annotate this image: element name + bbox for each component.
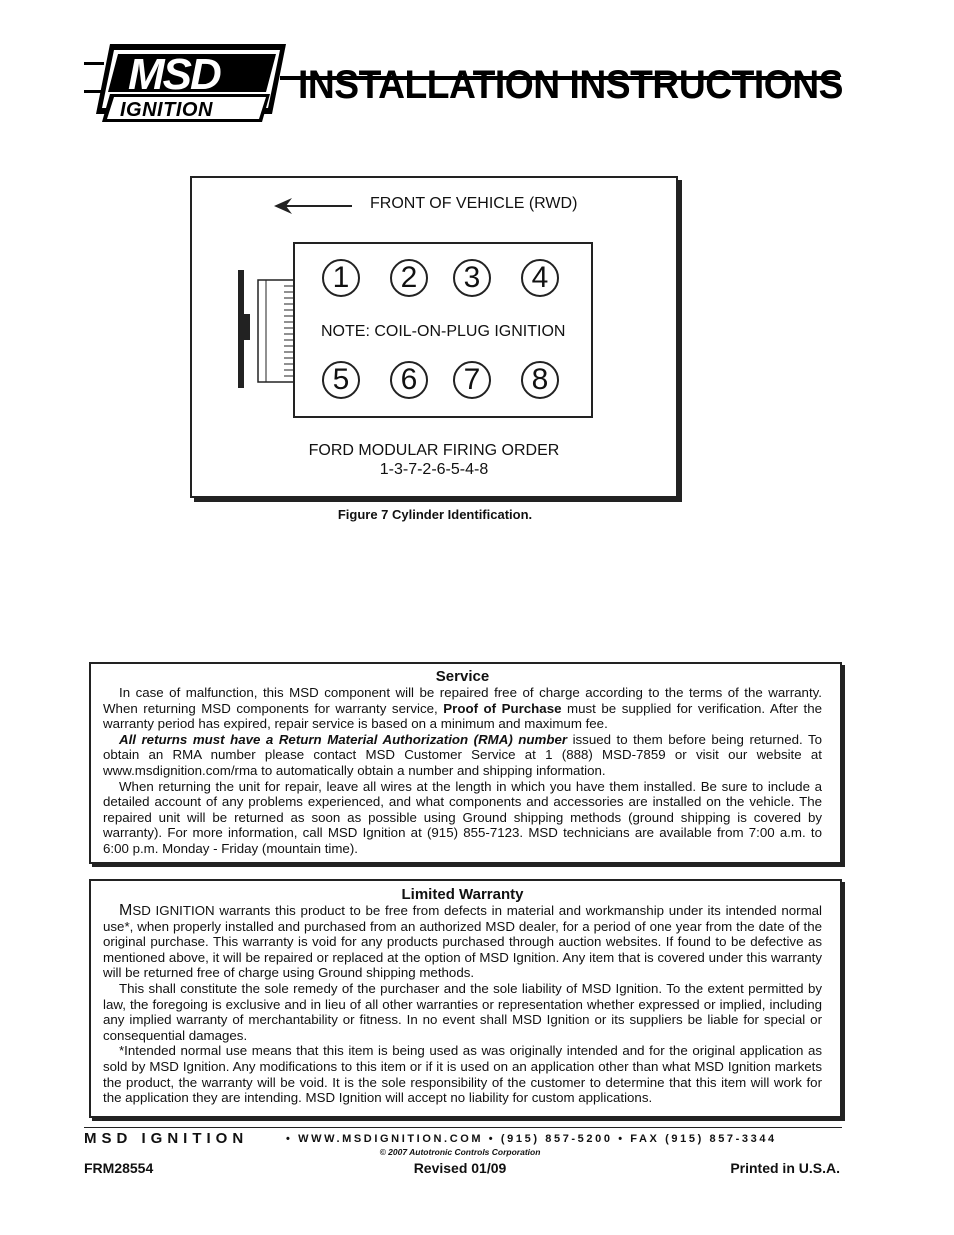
warranty-paragraph-1: MSD IGNITION warrants this product to be free from defects in material and workmanship under its intended normal use*, when properly installed and purchased from an authorized MSD dealer, for a period of one year from the date of the original purchase. This warranty is void for any products purchased through auction websites. If found to be defective as mentioned above, it will be repaired or replaced at the option of MSD Ignition. Any item that is covered under this warranty will be returned free of charge using Ground shipping methods. xyxy=(103,902,822,981)
footer-copyright: © 2007 Autotronic Controls Corporation xyxy=(379,1147,541,1157)
service-paragraph-3: When returning the unit for repair, leave all wires at the length in which you have them installed. Be sure to include a detailed account of any problems experienced, and what components and accessories are installed on the vehicle. The repaired unit will be returned as soon as possible using Ground shipping methods (ground shipping is covered by warranty). For more information, call MSD Ignition at (915) 855-7123. MSD technicians are available from 7:00 a.m. to 6:00 p.m. Monday - Friday (mountain time). xyxy=(103,778,822,856)
service-heading: Service xyxy=(435,668,490,685)
figure-caption: Figure 7 Cylinder Identification. xyxy=(337,507,533,522)
warranty-heading: Limited Warranty xyxy=(401,886,524,903)
pulley-icon xyxy=(238,270,294,392)
service-paragraph-2: All returns must have a Return Material Authorization (RMA) number issued to them before being returned. To obtain an RMA number please contact MSD Customer Service at 1 (888) MSD-7859 or visit our website at www.msdignition.com/rma to automatically obtain a number and shipping information. xyxy=(103,731,822,778)
coil-on-plug-note: NOTE: COIL-ON-PLUG IGNITION xyxy=(321,323,566,340)
engine-block xyxy=(293,242,593,418)
footer-contact: • WWW.MSDIGNITION.COM • (915) 857-5200 • FAX (915) 857-3344 xyxy=(286,1133,777,1145)
warranty-paragraph-2: This shall constitute the sole remedy of the purchaser and the sole liability of MSD Ignition. To the extent permitted by law, the foregoing is exclusive and in lieu of all other warranties or representation whether expressed or implied, including any implied warranty of merchantability or fitness. In no event shall MSD Ignition or its suppliers be liable for special or consequential damages. xyxy=(103,980,822,1043)
revision-date: Revised 01/09 xyxy=(413,1160,507,1176)
cylinder-2: 2 xyxy=(390,259,428,297)
limited-warranty-section xyxy=(89,879,842,1118)
proof-of-purchase-text: Proof of Purchase xyxy=(443,700,562,716)
footer-brand: MSD IGNITION xyxy=(84,1130,249,1147)
form-number: FRM28554 xyxy=(84,1160,154,1176)
rma-notice-text: All returns must have a Return Material Authorization (RMA) number xyxy=(119,731,568,747)
cylinder-diagram xyxy=(190,176,678,498)
service-section xyxy=(89,662,842,864)
cylinder-7: 7 xyxy=(453,361,491,399)
firing-order-value: 1-3-7-2-6-5-4-8 xyxy=(379,461,489,478)
service-paragraph-1: In case of malfunction, this MSD component will be repaired free of charge according to the terms of the warranty. When returning MSD components for warranty service, Proof of Purchase must be supplied for verification. After the warranty period has expired, repair service is based on a minimum and maximum fee. xyxy=(103,685,822,732)
cylinder-1: 1 xyxy=(322,259,360,297)
cylinder-8: 8 xyxy=(521,361,559,399)
footer-divider xyxy=(84,1127,842,1128)
printed-in: Printed in U.S.A. xyxy=(730,1160,840,1176)
page-header xyxy=(0,0,954,140)
logo-msd-text: MSD xyxy=(128,50,220,99)
firing-order-title: FORD MODULAR FIRING ORDER xyxy=(308,442,560,459)
cylinder-5: 5 xyxy=(322,361,360,399)
page-title: INSTALLATION INSTRUCTIONS xyxy=(298,63,843,107)
logo-ignition-text: IGNITION xyxy=(120,99,213,121)
front-of-vehicle-label: FRONT OF VEHICLE (RWD) xyxy=(370,195,578,212)
cylinder-6: 6 xyxy=(390,361,428,399)
cylinder-4: 4 xyxy=(521,259,559,297)
cylinder-3: 3 xyxy=(453,259,491,297)
arrow-left-icon xyxy=(274,196,354,216)
warranty-paragraph-3: *Intended normal use means that this item is being used as was originally intended and for the original application as sold by MSD Ignition. Any modifications to this item or if it is used on an application other than what MSD Ignition markets the product, the warranty will be void. It is the sole responsibility of the customer to determine that this item will work for the application they are intending. MSD Ignition will accept no liability for custom applications. xyxy=(103,1043,822,1106)
